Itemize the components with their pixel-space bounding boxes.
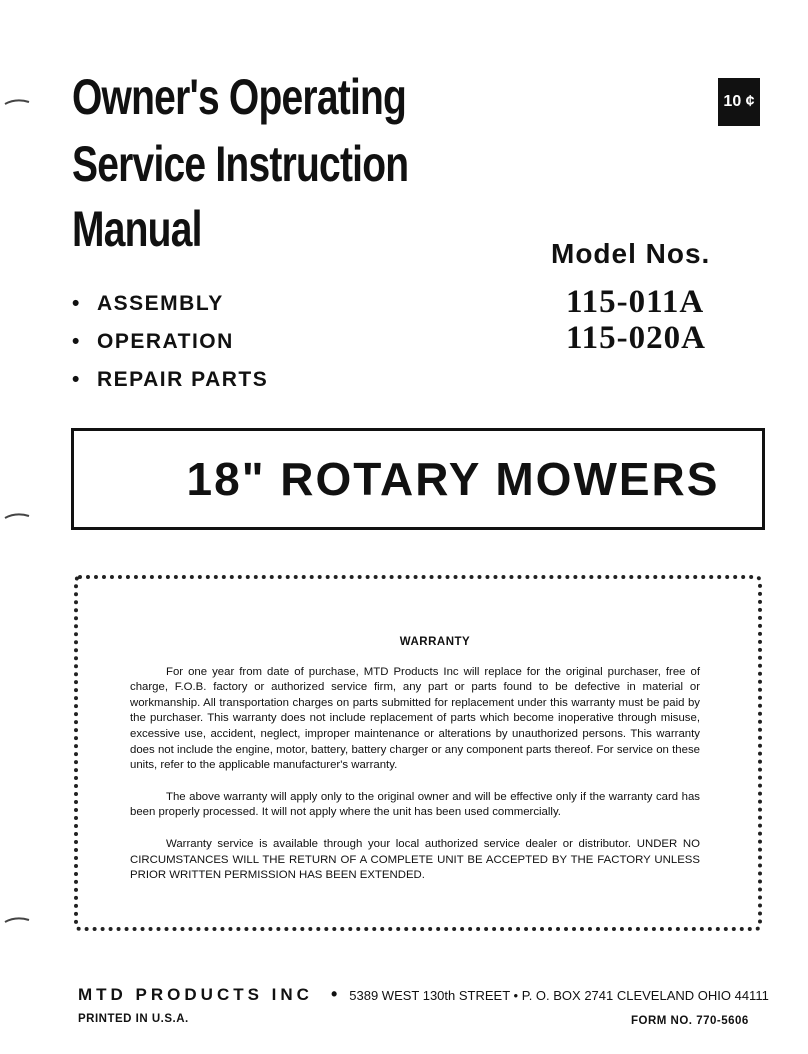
- contents-list: [72, 285, 268, 399]
- company-address: 5389 WEST 130th STREET • P. O. BOX 2741 CLEVELAND OHIO 44111: [349, 988, 769, 1003]
- warranty-paragraph: Warranty service is available through your local authorized service dealer or distributor. UNDER NO CIRCUMSTANCES WILL THE RETURN OF A COMPLETE UNIT BE ACCEPTED BY THE FACTORY UNLESS PRIOR WRITTEN PERMISSION HAS BEEN EXTENDED.: [130, 837, 700, 882]
- bullet-icon: •: [72, 292, 81, 315]
- manual-title-line-3: Manual: [72, 201, 202, 257]
- bullet-icon: •: [72, 330, 81, 353]
- footer-address-line: [78, 984, 769, 1005]
- scan-mark-icon: [4, 914, 30, 926]
- list-item: • OPERATION: [72, 323, 268, 361]
- warranty-heading: WARRANTY: [399, 636, 471, 648]
- company-name: MTD PRODUCTS INC: [78, 985, 313, 1004]
- list-item: • REPAIR PARTS: [72, 361, 268, 399]
- bullet-icon: •: [72, 368, 81, 391]
- product-title-box: [71, 428, 765, 530]
- price-badge: 10 ¢: [718, 78, 760, 126]
- warranty-frame: [74, 575, 762, 931]
- warranty-paragraph: For one year from date of purchase, MTD Products Inc will replace for the original purchaser, free of charge, F.O.B. factory or authorized service firm, any part or parts found to be defective in material or workmanship. All transportation charges on parts submitted for replacement under this warranty must be paid by the purchaser. This warranty does not include replacement of parts which become inoperative through misuse, excessive use, accident, neglect, improper maintenance or alterations by unauthorized persons. This warranty does not include the engine, motor, battery, battery charger or any component parts thereof. For service on these units, refer to the applicable manufacturer's warranty.: [130, 665, 700, 772]
- model-number-1: 115-011A: [566, 284, 705, 320]
- warranty-paragraph: The above warranty will apply only to the original owner and will be effective only if the warranty card has been properly processed. It will not apply where the unit has been used commercially.: [130, 790, 700, 819]
- list-item: • ASSEMBLY: [72, 285, 268, 323]
- product-title: 18" ROTARY MOWERS: [186, 453, 720, 505]
- warranty-body: [130, 635, 700, 900]
- scan-mark-icon: [4, 510, 30, 522]
- printed-in: PRINTED IN U.S.A.: [78, 1013, 189, 1025]
- model-label: Model Nos.: [551, 238, 711, 269]
- manual-title-line-1: Owner's Operating: [72, 69, 407, 125]
- manual-title-line-2: Service Instruction: [72, 136, 409, 192]
- bullet-icon: •: [330, 984, 338, 1004]
- model-number-2: 115-020A: [566, 320, 706, 356]
- scan-mark-icon: [4, 96, 30, 108]
- form-number: FORM NO. 770-5606: [631, 1015, 749, 1027]
